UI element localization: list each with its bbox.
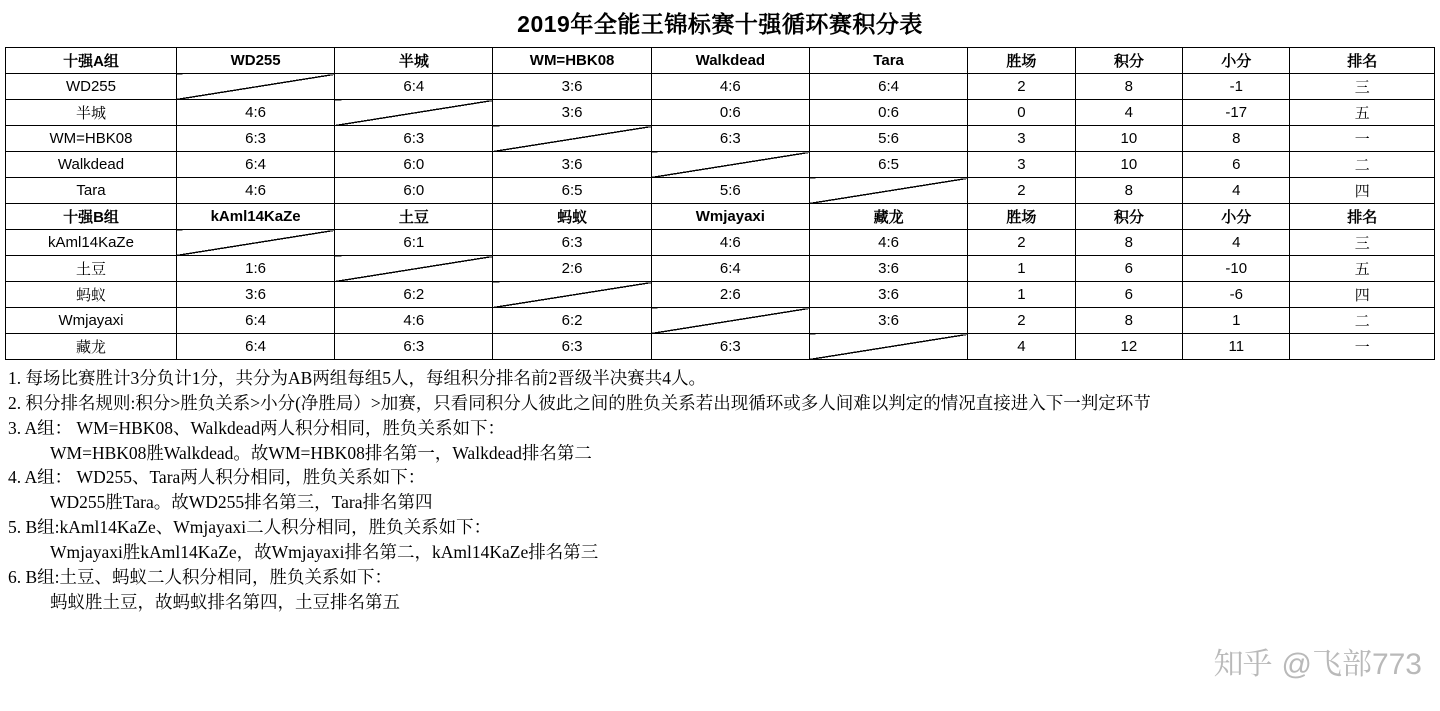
team-name: 藏龙 <box>6 334 177 360</box>
match-result: 6:4 <box>809 74 967 100</box>
group-a-header-row <box>6 48 1435 74</box>
match-result: 6:4 <box>176 308 334 334</box>
page-title: 2019年全能王锦标赛十强循环赛积分表 <box>517 11 923 37</box>
match-result: 0:6 <box>809 100 967 126</box>
rank-value: 四 <box>1290 282 1435 308</box>
self-cell <box>493 126 651 152</box>
points-value: 8 <box>1075 230 1182 256</box>
note-line: WD255胜Tara。故WD255排名第三，Tara排名第四 <box>50 492 433 513</box>
match-result: 5:6 <box>651 178 809 204</box>
team-name: Wmjayaxi <box>6 308 177 334</box>
self-cell <box>493 282 651 308</box>
match-result: 6:0 <box>335 152 493 178</box>
table-row <box>6 126 1435 152</box>
table-row <box>6 282 1435 308</box>
header-diff: 小分 <box>1183 204 1290 230</box>
wins-value: 1 <box>968 282 1075 308</box>
note-line: 3. A组： WM=HBK08、Walkdead两人积分相同，胜负关系如下： <box>8 417 505 438</box>
self-cell <box>809 178 967 204</box>
diff-value: 6 <box>1183 152 1290 178</box>
header-rank: 排名 <box>1290 204 1435 230</box>
header-points: 积分 <box>1075 48 1182 74</box>
diff-value: 11 <box>1183 334 1290 360</box>
header-wins: 胜场 <box>968 48 1075 74</box>
note-line: Wmjayaxi胜kAml14KaZe，故Wmjayaxi排名第二，kAml14KaZe排名第三 <box>50 541 599 562</box>
note-line: WM=HBK08胜Walkdead。故WM=HBK08排名第一，Walkdead排名第二 <box>50 442 592 463</box>
match-result: 6:2 <box>493 308 651 334</box>
self-cell <box>176 74 334 100</box>
match-result: 3:6 <box>809 282 967 308</box>
match-result: 3:6 <box>493 100 651 126</box>
watermark <box>1213 639 1422 683</box>
wins-value: 3 <box>968 126 1075 152</box>
note-line: 6. B组:土豆、蚂蚁二人积分相同，胜负关系如下： <box>8 566 393 587</box>
match-result: 3:6 <box>809 256 967 282</box>
group-a-opponent-4: Walkdead <box>651 48 809 74</box>
table-row <box>6 100 1435 126</box>
header-diff: 小分 <box>1183 48 1290 74</box>
points-value: 4 <box>1075 100 1182 126</box>
wins-value: 0 <box>968 100 1075 126</box>
group-b-label: 十强B组 <box>6 204 177 230</box>
points-value: 10 <box>1075 126 1182 152</box>
match-result: 6:5 <box>809 152 967 178</box>
self-cell <box>651 308 809 334</box>
match-result: 6:5 <box>493 178 651 204</box>
team-name: Walkdead <box>6 152 177 178</box>
wins-value: 3 <box>968 152 1075 178</box>
match-result: 6:1 <box>335 230 493 256</box>
rank-value: 五 <box>1290 100 1435 126</box>
header-wins: 胜场 <box>968 204 1075 230</box>
diff-value: 4 <box>1183 230 1290 256</box>
match-result: 3:6 <box>809 308 967 334</box>
match-result: 1:6 <box>176 256 334 282</box>
table-row <box>6 256 1435 282</box>
diff-value: -1 <box>1183 74 1290 100</box>
diff-value: -10 <box>1183 256 1290 282</box>
watermark-handle: @飞部773 <box>1281 648 1422 681</box>
rank-value: 一 <box>1290 334 1435 360</box>
rank-value: 二 <box>1290 152 1435 178</box>
points-value: 8 <box>1075 308 1182 334</box>
rank-value: 五 <box>1290 256 1435 282</box>
wins-value: 1 <box>968 256 1075 282</box>
points-value: 12 <box>1075 334 1182 360</box>
self-cell <box>651 152 809 178</box>
group-b-opponent-3: 蚂蚁 <box>493 204 651 230</box>
note-line: 2. 积分排名规则:积分>胜负关系>小分(净胜局）>加赛，只看同积分人彼此之间的胜负关系若出现循环或多人间难以判定的情况直接进入下一判定环节 <box>8 392 1151 413</box>
group-a-opponent-3: WM=HBK08 <box>493 48 651 74</box>
diff-value: 8 <box>1183 126 1290 152</box>
wins-value: 4 <box>968 334 1075 360</box>
self-cell <box>335 100 493 126</box>
match-result: 3:6 <box>176 282 334 308</box>
wins-value: 2 <box>968 74 1075 100</box>
rank-value: 三 <box>1290 230 1435 256</box>
match-result: 2:6 <box>651 282 809 308</box>
match-result: 4:6 <box>176 100 334 126</box>
note-line: 5. B组:kAml14KaZe、Wmjayaxi二人积分相同，胜负关系如下： <box>8 517 492 538</box>
match-result: 6:3 <box>651 126 809 152</box>
points-value: 8 <box>1075 178 1182 204</box>
group-a-opponent-1: WD255 <box>176 48 334 74</box>
note-line: 蚂蚁胜土豆，故蚂蚁排名第四，土豆排名第五 <box>50 591 400 612</box>
zhihu-logo: 知乎 <box>1213 648 1272 681</box>
table-row <box>6 308 1435 334</box>
points-value: 8 <box>1075 74 1182 100</box>
rank-value: 三 <box>1290 74 1435 100</box>
team-name: kAml14KaZe <box>6 230 177 256</box>
group-a-opponent-2: 半城 <box>335 48 493 74</box>
match-result: 6:3 <box>335 334 493 360</box>
group-b-header-row <box>6 204 1435 230</box>
match-result: 6:4 <box>651 256 809 282</box>
rank-value: 一 <box>1290 126 1435 152</box>
points-value: 6 <box>1075 282 1182 308</box>
self-cell <box>176 230 334 256</box>
match-result: 6:3 <box>493 230 651 256</box>
match-result: 5:6 <box>809 126 967 152</box>
diff-value: 1 <box>1183 308 1290 334</box>
team-name: 半城 <box>6 100 177 126</box>
team-name: 土豆 <box>6 256 177 282</box>
match-result: 6:4 <box>176 334 334 360</box>
match-result: 0:6 <box>651 100 809 126</box>
header-points: 积分 <box>1075 204 1182 230</box>
wins-value: 2 <box>968 178 1075 204</box>
self-cell <box>335 256 493 282</box>
table-row <box>6 230 1435 256</box>
match-result: 4:6 <box>176 178 334 204</box>
match-result: 2:6 <box>493 256 651 282</box>
table-row <box>6 152 1435 178</box>
match-result: 6:3 <box>335 126 493 152</box>
match-result: 6:3 <box>176 126 334 152</box>
group-b-opponent-5: 藏龙 <box>809 204 967 230</box>
match-result: 6:3 <box>651 334 809 360</box>
group-b-opponent-2: 土豆 <box>335 204 493 230</box>
match-result: 3:6 <box>493 74 651 100</box>
match-result: 4:6 <box>651 74 809 100</box>
team-name: WD255 <box>6 74 177 100</box>
wins-value: 2 <box>968 230 1075 256</box>
self-cell <box>809 334 967 360</box>
rank-value: 二 <box>1290 308 1435 334</box>
match-result: 4:6 <box>809 230 967 256</box>
team-name: WM=HBK08 <box>6 126 177 152</box>
points-value: 10 <box>1075 152 1182 178</box>
note-line: 4. A组： WD255、Tara两人积分相同，胜负关系如下： <box>8 467 426 488</box>
match-result: 3:6 <box>493 152 651 178</box>
table-row <box>6 334 1435 360</box>
note-line: 1. 每场比赛胜计3分负计1分，共分为AB两组每组5人，每组积分排名前2晋级半决赛共4人。 <box>8 368 707 388</box>
match-result: 6:4 <box>335 74 493 100</box>
rules-notes <box>8 366 1432 614</box>
match-result: 6:4 <box>176 152 334 178</box>
group-b-opponent-4: Wmjayaxi <box>651 204 809 230</box>
group-a-label: 十强A组 <box>6 48 177 74</box>
match-result: 4:6 <box>651 230 809 256</box>
match-result: 4:6 <box>335 308 493 334</box>
wins-value: 2 <box>968 308 1075 334</box>
match-result: 6:0 <box>335 178 493 204</box>
table-row <box>6 178 1435 204</box>
team-name: Tara <box>6 178 177 204</box>
table-row <box>6 74 1435 100</box>
group-b-opponent-1: kAml14KaZe <box>176 204 334 230</box>
points-value: 6 <box>1075 256 1182 282</box>
diff-value: -17 <box>1183 100 1290 126</box>
header-rank: 排名 <box>1290 48 1435 74</box>
match-result: 6:3 <box>493 334 651 360</box>
diff-value: -6 <box>1183 282 1290 308</box>
team-name: 蚂蚁 <box>6 282 177 308</box>
rank-value: 四 <box>1290 178 1435 204</box>
match-result: 6:2 <box>335 282 493 308</box>
diff-value: 4 <box>1183 178 1290 204</box>
group-a-opponent-5: Tara <box>809 48 967 74</box>
standings-table <box>5 47 1435 360</box>
